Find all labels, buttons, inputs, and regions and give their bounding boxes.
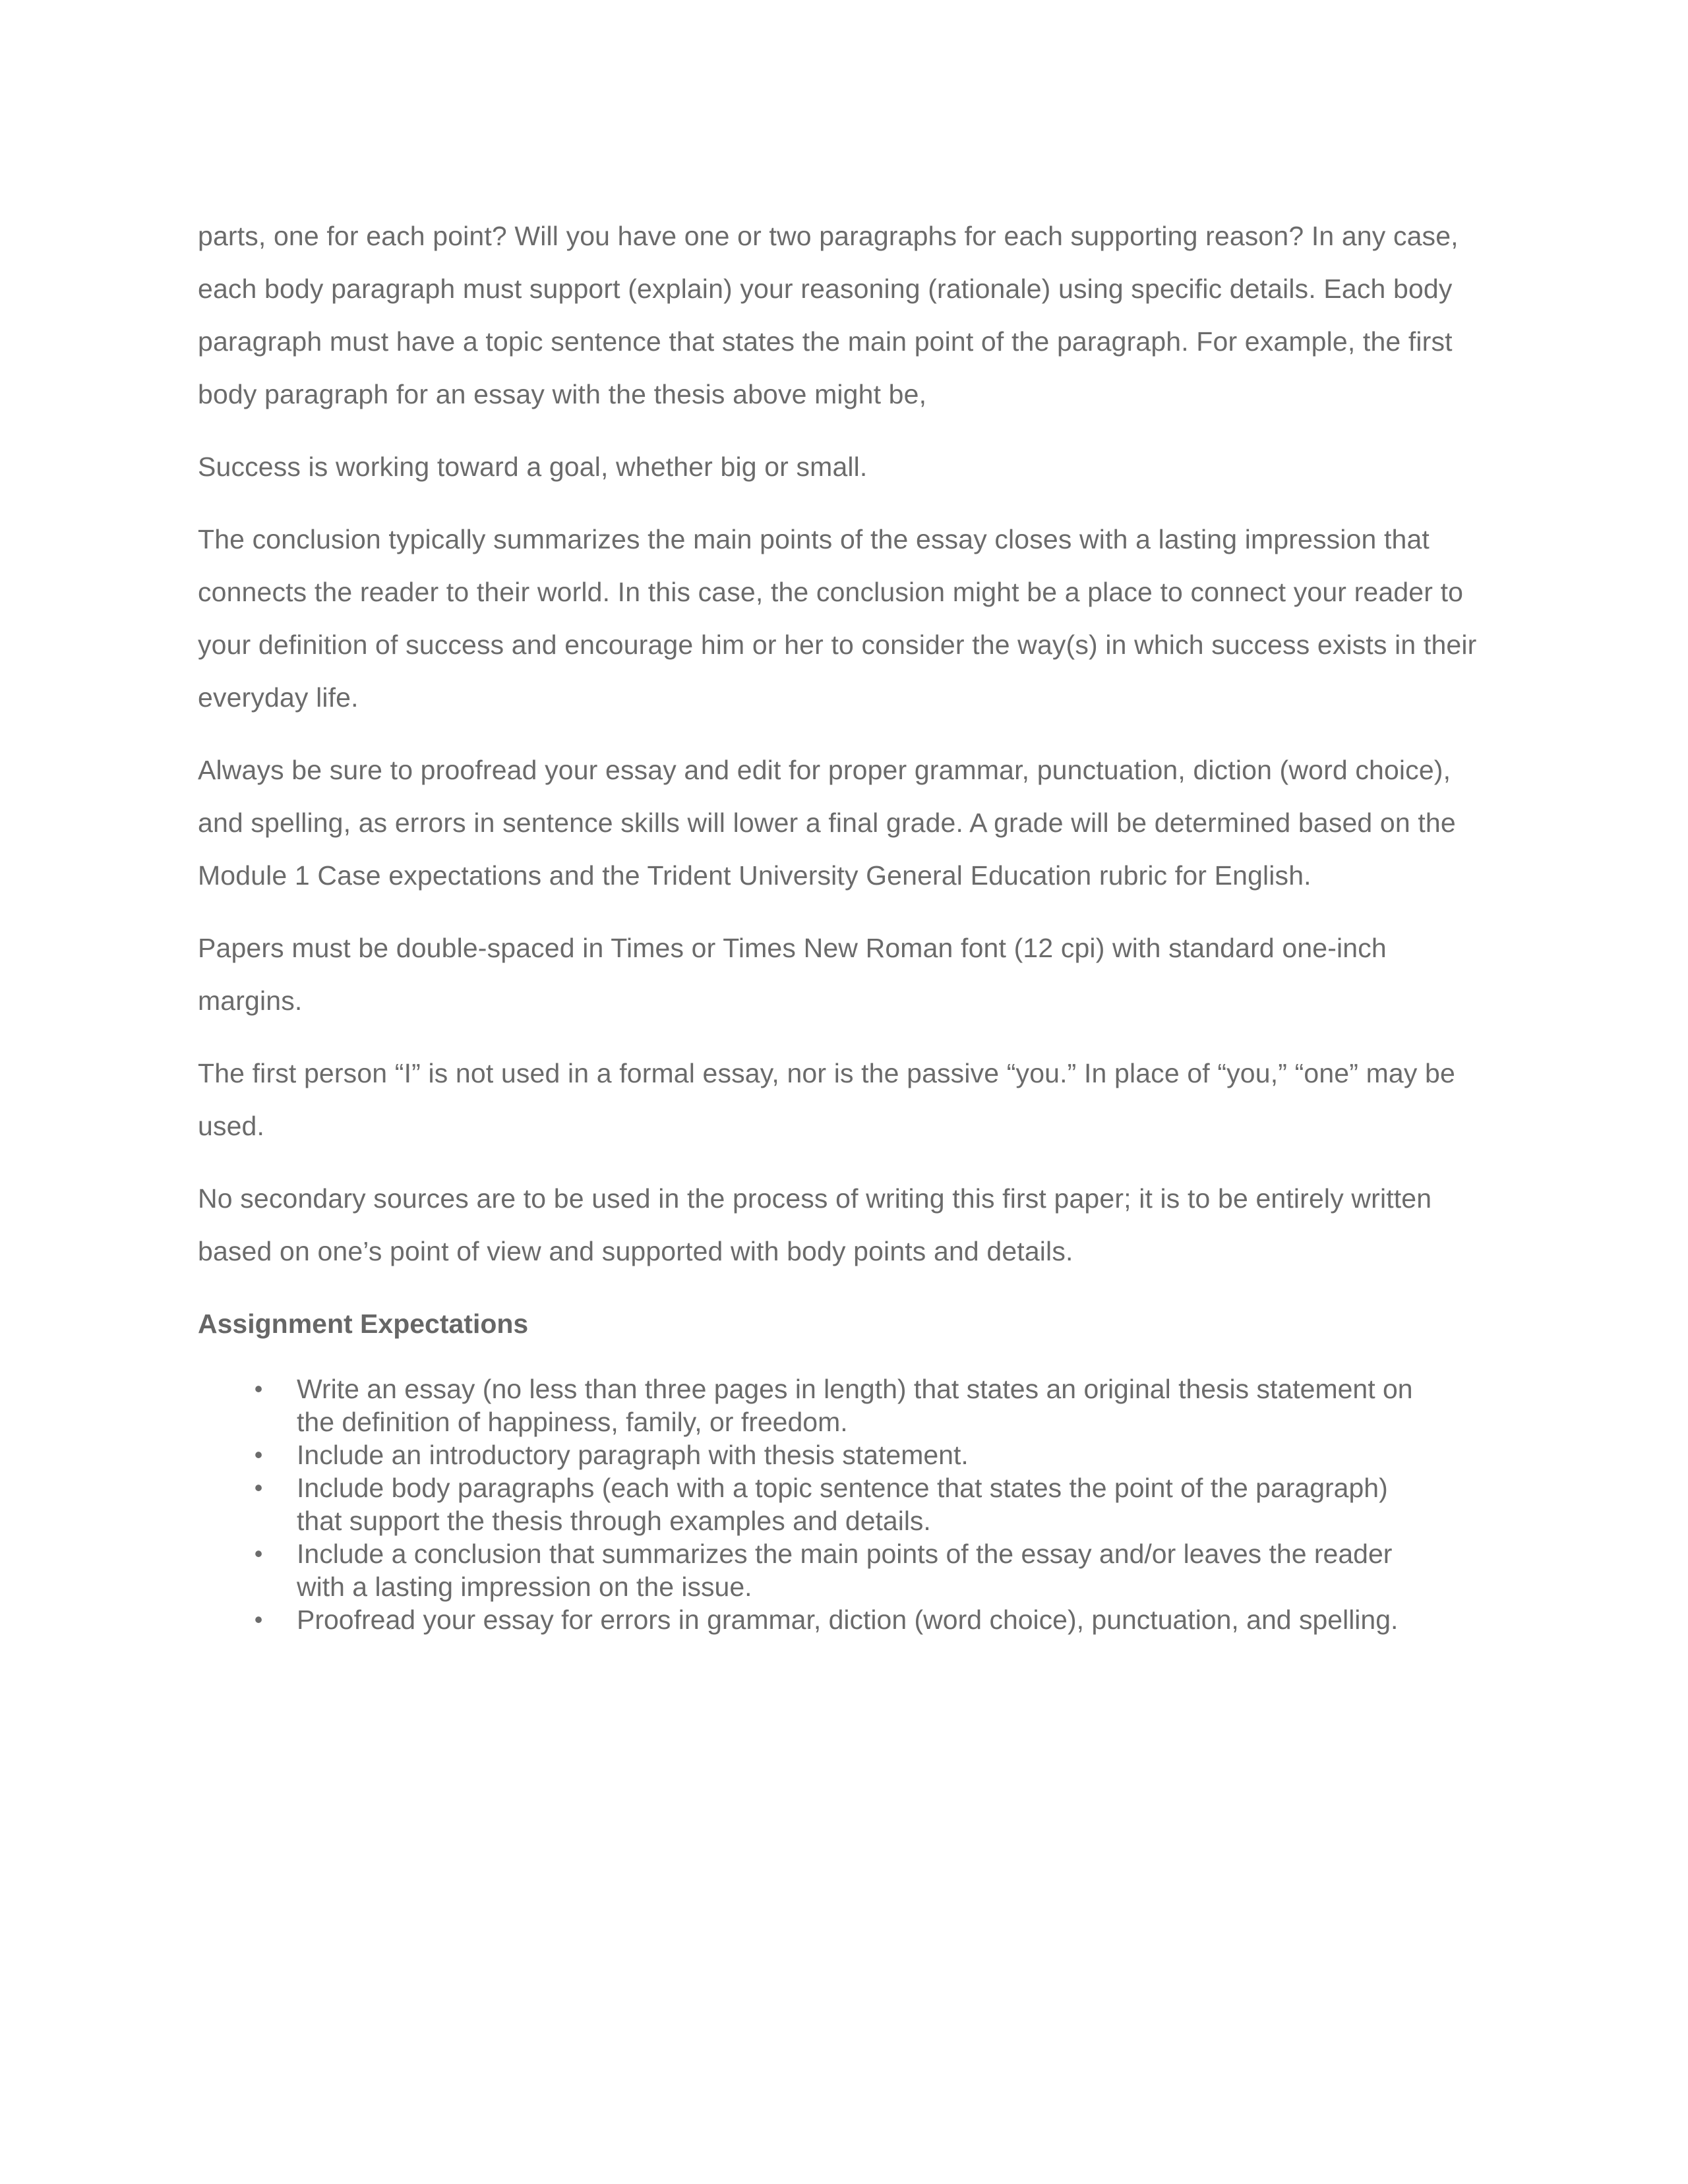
paragraph-first-person: The first person “I” is not used in a formal essay, nor is the passive “you.” In place of “you,” “one” may be used.	[198, 1058, 1455, 1141]
paragraph-secondary-sources: No secondary sources are to be used in the process of writing this first paper; it is to be entirely written based on one’s point of view and supported with body points and details.	[198, 1183, 1432, 1266]
list-item-text: Include an introductory paragraph with thesis statement.	[297, 1440, 969, 1470]
list-item-text: Include body paragraphs (each with a topic sentence that states the point of the paragraph) that support the thesis through examples and details.	[297, 1473, 1388, 1536]
list-item-text: Write an essay (no less than three pages in length) that states an original thesis statement on the definition of happiness, family, or freedom.	[297, 1374, 1413, 1437]
list-item	[198, 1372, 1490, 1438]
list-item-text: Proofread your essay for errors in grammar, diction (word choice), punctuation, and spelling.	[297, 1605, 1399, 1635]
document-page	[198, 210, 1490, 1636]
bullet-icon: •	[254, 1375, 263, 1402]
list-item-text: Include a conclusion that summarizes the main points of the essay and/or leaves the reader with a lasting impression on the issue.	[297, 1539, 1393, 1602]
bullet-icon: •	[254, 1441, 263, 1468]
paragraph-formatting: Papers must be double-spaced in Times or Times New Roman font (12 cpi) with standard one-inch margins.	[198, 933, 1387, 1016]
list-item	[198, 1603, 1490, 1636]
bullet-icon: •	[254, 1606, 263, 1633]
list-item	[198, 1537, 1490, 1603]
paragraph-conclusion: The conclusion typically summarizes the main points of the essay closes with a lasting impression that connects the reader to their world. In this case, the conclusion might be a place to connect your reader to your definition of success and encourage him or her to consider the way(s) in which success exists in their everyday life.	[198, 524, 1477, 713]
bullet-icon: •	[254, 1540, 263, 1567]
paragraph-proofread: Always be sure to proofread your essay and edit for proper grammar, punctuation, diction (word choice), and spelling, as errors in sentence skills will lower a final grade. A grade will be determined based on the Module 1 Case expectations and the Trident University General Education rubric for English.	[198, 755, 1456, 891]
list-item	[198, 1438, 1490, 1471]
assignment-expectations-list	[198, 1372, 1490, 1636]
list-item	[198, 1471, 1490, 1537]
paragraph-example-topic-sentence: Success is working toward a goal, whether big or small.	[198, 452, 868, 482]
bullet-icon: •	[254, 1474, 263, 1501]
assignment-expectations-heading: Assignment Expectations	[198, 1309, 529, 1339]
paragraph-body-structure: parts, one for each point? Will you have one or two paragraphs for each supporting reason? In any case, each body paragraph must support (explain) your reasoning (rationale) using specific details. Each body paragraph must have a topic sentence that states the main point of the paragraph. For example, the first body paragraph for an essay with the thesis above might be,	[198, 221, 1459, 409]
